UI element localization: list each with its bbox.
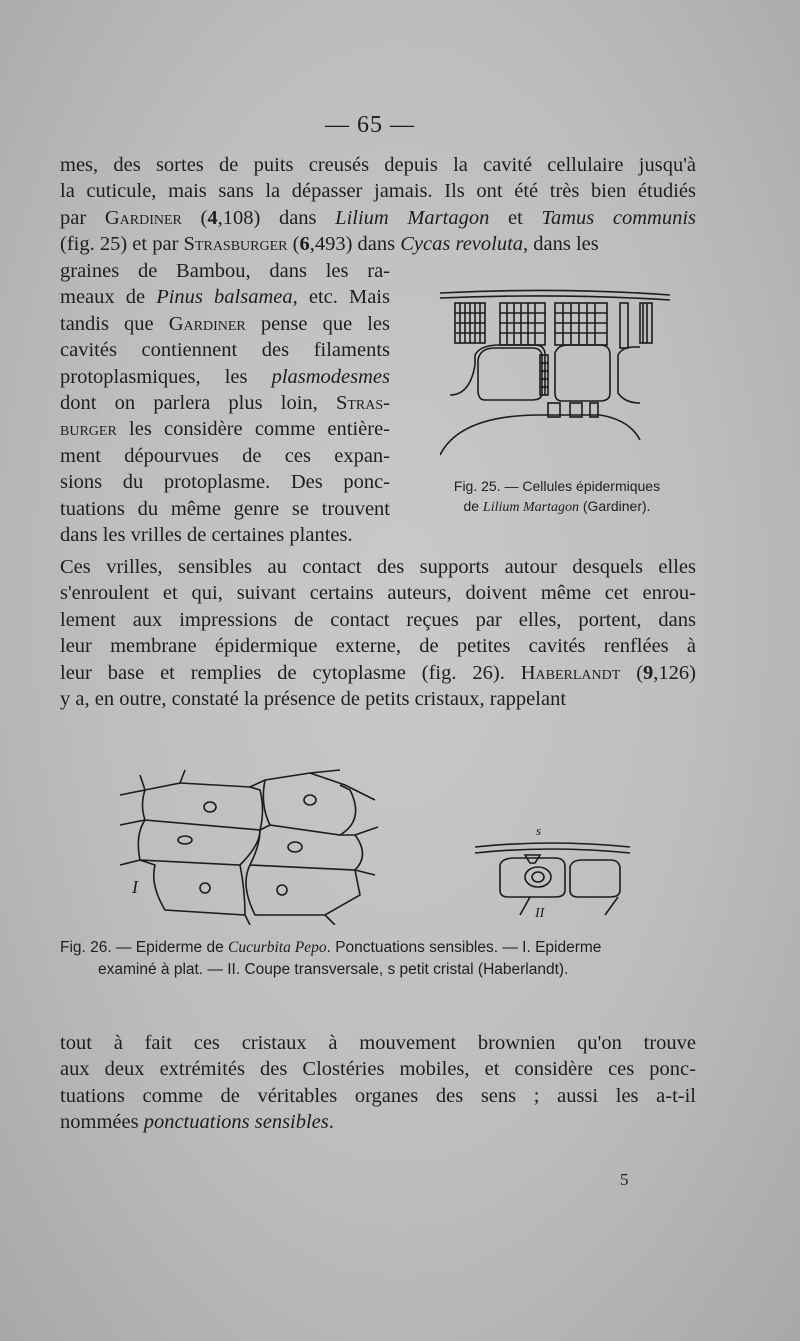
text-line: s'enroulent et qui, suivant certains auteurs, doivent même cet enrou- — [60, 582, 696, 605]
paragraph-final — [60, 1030, 700, 1136]
page-number-footer: 5 — [620, 1170, 629, 1189]
fig26-crystal-pore — [525, 855, 540, 863]
text-line: leur membrane épidermique externe, de petites cavités renflées à — [60, 635, 696, 658]
fig25-caption-prefix: de — [463, 498, 483, 514]
fig25-cell-left — [450, 345, 545, 395]
fig26-label-II: II — [535, 906, 545, 921]
fig25-caption-line1: Fig. 25. — Cellules épidermiques — [453, 478, 661, 494]
text-line: aux deux extrémités des Clostéries mobiles, et considère ces ponc- — [60, 1058, 696, 1081]
text-line: mes, des sortes de puits creusés depuis la cavité cellulaire jusqu'à — [60, 154, 696, 176]
text-line: tuations comme de véritables organes des sens ; aussi les a-t-il — [60, 1084, 696, 1107]
fig25-caption-species: Lilium Martagon — [482, 500, 579, 515]
paragraph-vrilles — [60, 554, 700, 712]
fig26-caption-species: Cucurbita Pepo — [228, 939, 327, 956]
fig26-caption-rest: . Ponctuations sensibles. — I. Epiderme — [326, 939, 602, 956]
fig25-caption-suffix: (Gardiner). — [578, 498, 651, 514]
fig26-cell-2 — [263, 780, 355, 835]
fig26-section-cell-right — [570, 860, 620, 897]
fig26-cell-5 — [140, 860, 245, 915]
fig26-label-s: s — [536, 825, 542, 838]
text-line: protoplasmiques, les plasmodesmes — [60, 365, 390, 388]
page-number-header: — 65 — — [325, 112, 415, 138]
text-line: la cuticule, mais sans la dépasser jamais. Ils ont été très bien étudiés — [60, 180, 696, 203]
text-line: cavités contiennent des filaments — [60, 339, 390, 362]
text-line: dans les vrilles de certaines plantes. — [60, 524, 353, 547]
text-line: ment dépourvues de ces expan- — [60, 444, 390, 467]
fig26-cell-3 — [138, 820, 260, 865]
text-line: lement aux impressions de contact reçues par elles, portent, dans — [60, 608, 696, 631]
text-line: Ces vrilles, sensibles au contact des supports autour desquels elles — [60, 556, 696, 578]
paragraph-narrow — [60, 258, 390, 548]
text-line: nommées ponctuations sensibles. — [60, 1111, 334, 1134]
text-line: tout à fait ces cristaux à mouvement brownien qu'on trouve — [60, 1032, 696, 1054]
text-line: tandis que Gardiner pense que les — [60, 312, 391, 335]
text-line: (fig. 25) et par Strasburger (6,493) dans Cycas revoluta, dans les — [60, 233, 599, 256]
text-line: sions du protoplasme. Des ponc- — [60, 471, 390, 494]
fig26-caption-prefix: Fig. 26. — Epiderme de — [60, 939, 228, 956]
figure-26-part-1 — [110, 765, 380, 925]
text-line: y a, en outre, constaté la présence de petits cristaux, rappelant — [60, 688, 567, 711]
figure-26-part-2 — [470, 825, 635, 925]
text-line: leur base et remplies de cytoplasme (fig. 26). Haberlandt (9,126) — [60, 661, 696, 684]
text-line: graines de Bambou, dans les ra- — [60, 260, 390, 282]
fig26-label-I: I — [132, 877, 138, 897]
text-line: dont on parlera plus loin, Stras- — [60, 392, 390, 415]
figure-26-caption — [60, 937, 700, 981]
fig25-cell-right — [555, 345, 610, 401]
fig26-caption-line2: examiné à plat. — II. Coupe transversale, s petit cristal (Haberlandt). — [98, 961, 569, 978]
text-line: tuations du même genre se trouvent — [60, 497, 390, 520]
fig26-cell-1 — [143, 787, 263, 830]
fig26-cell-6 — [246, 865, 360, 915]
text-line: par Gardiner (4,108) dans Lilium Martagon et Tamus communis — [60, 206, 697, 229]
text-line: burger les considère comme entière- — [60, 418, 390, 441]
figure-25-caption — [412, 476, 702, 518]
figure-25-illustration — [440, 285, 680, 470]
text-line: meaux de Pinus balsamea, etc. Mais — [60, 286, 390, 309]
paragraph-intro — [60, 152, 700, 258]
